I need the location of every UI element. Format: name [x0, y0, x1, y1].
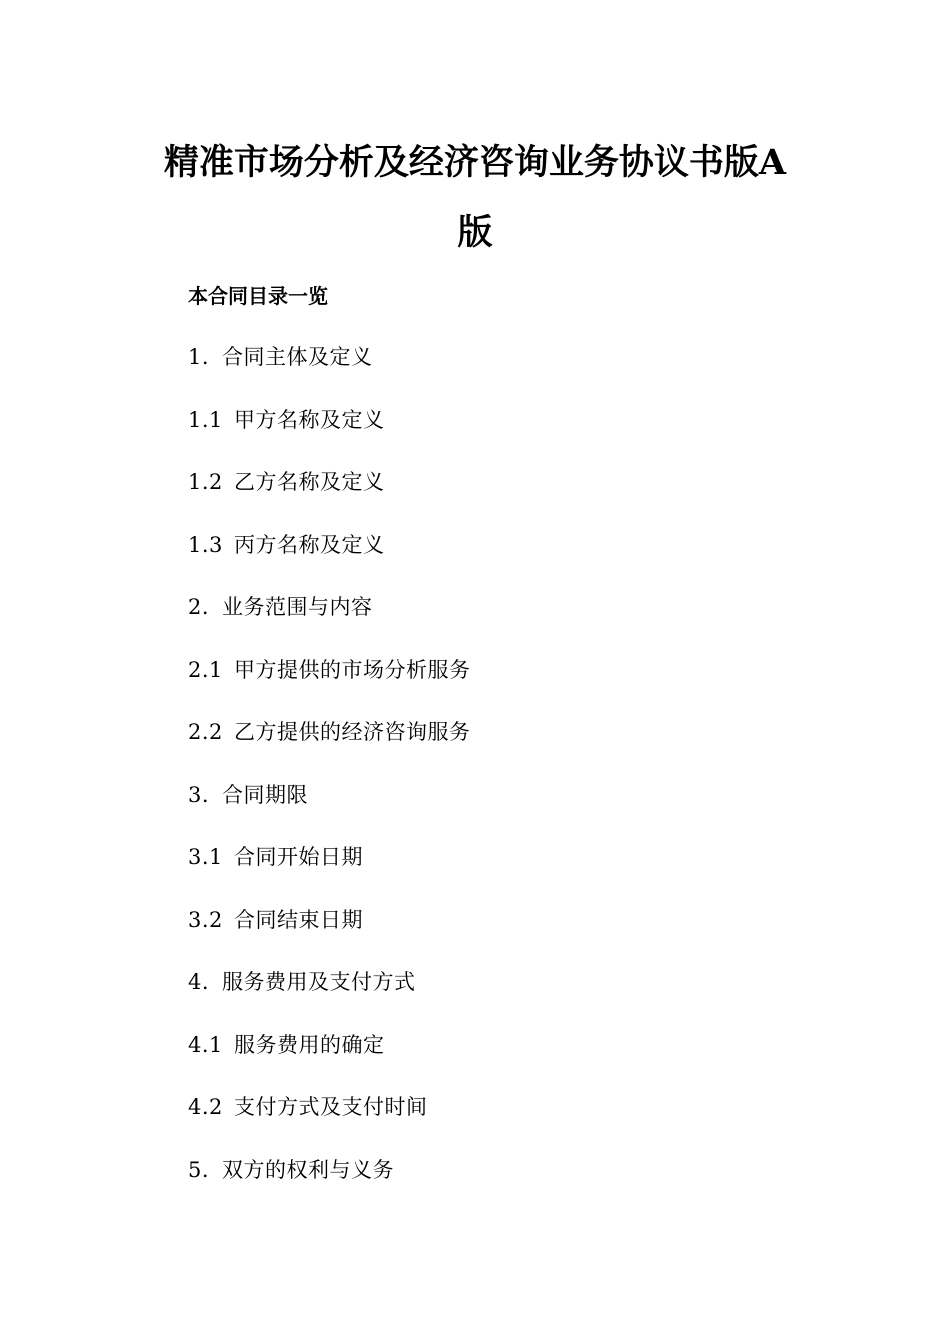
toc-item-text: 合同结束日期	[234, 907, 363, 932]
toc-item	[188, 1031, 471, 1094]
toc-item-number: 3.	[188, 782, 210, 807]
toc-item-text: 双方的权利与义务	[222, 1157, 394, 1182]
toc-item-number: 2.2	[188, 720, 223, 744]
toc-item	[188, 531, 471, 594]
toc-item-text: 乙方名称及定义	[234, 470, 385, 494]
toc-item-text: 合同期限	[222, 782, 308, 807]
toc-item-number: 4.1	[188, 1032, 223, 1057]
toc-item-number: 2.1	[188, 657, 223, 682]
toc-item	[188, 468, 471, 531]
toc-item	[188, 968, 471, 1031]
toc-item-text: 甲方名称及定义	[234, 407, 385, 432]
toc-item-number: 1.	[188, 345, 210, 369]
toc-item	[188, 781, 471, 844]
toc-item-number: 1.3	[188, 532, 223, 557]
toc-item-text: 丙方名称及定义	[234, 532, 385, 557]
toc-item-number: 4.	[188, 970, 210, 994]
toc-item-text: 甲方提供的市场分析服务	[234, 657, 471, 682]
toc-item-text: 合同主体及定义	[222, 345, 373, 369]
toc-item	[188, 593, 471, 656]
toc-item-text: 服务费用的确定	[234, 1032, 385, 1057]
document-title	[0, 128, 950, 268]
toc-item-text: 乙方提供的经济咨询服务	[234, 720, 471, 744]
document-title-line-2: 版	[457, 212, 493, 253]
toc-item	[188, 656, 471, 719]
toc-item-text: 支付方式及支付时间	[234, 1095, 428, 1119]
toc-item-number: 3.2	[188, 907, 223, 932]
toc-item-number: 2.	[188, 595, 210, 619]
toc-item	[188, 406, 471, 469]
document-title-line-1: 精准市场分析及经济咨询业务协议书版A	[163, 142, 787, 183]
toc-item-text: 业务范围与内容	[222, 595, 373, 619]
toc-item-text: 合同开始日期	[234, 845, 363, 869]
toc-item	[188, 718, 471, 781]
toc-item	[188, 906, 471, 969]
toc-item	[188, 1156, 471, 1219]
toc-item	[188, 843, 471, 906]
toc-item-number: 4.2	[188, 1095, 223, 1119]
toc-item-number: 1.2	[188, 470, 223, 494]
toc-heading: 本合同目录一览	[188, 284, 328, 308]
toc-item	[188, 343, 471, 406]
toc-item-number: 5.	[188, 1157, 210, 1182]
table-of-contents	[188, 343, 471, 1218]
toc-item-number: 3.1	[188, 845, 223, 869]
toc-item-number: 1.1	[188, 407, 223, 432]
toc-item	[188, 1093, 471, 1156]
toc-item-text: 服务费用及支付方式	[222, 970, 416, 994]
